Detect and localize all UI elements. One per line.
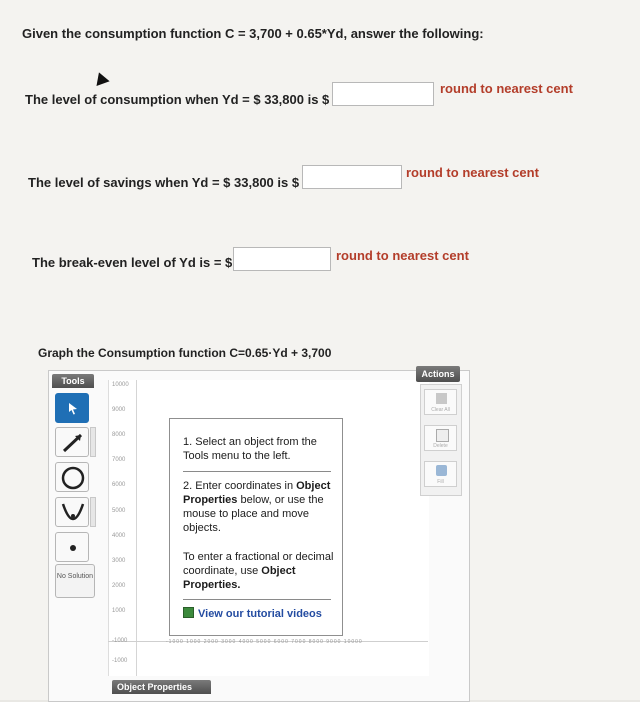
y-tick-label: 9000 — [112, 407, 126, 413]
clear-all-button[interactable] — [424, 389, 457, 415]
circle-tool-button[interactable] — [55, 462, 89, 492]
line-tool-expander[interactable] — [90, 427, 96, 457]
consumption-answer-input[interactable] — [332, 82, 434, 106]
instructions-panel — [169, 418, 343, 636]
graph-prompt: Graph the Consumption function C=0.65·Yd + 3,700 — [38, 346, 332, 360]
y-tick-label: 8000 — [112, 432, 126, 438]
step3-object-properties: Object Properties. — [183, 565, 296, 591]
instruction-step-1: 1. Select an object from the Tools menu to the left. — [183, 436, 317, 462]
savings-answer-input[interactable] — [302, 165, 402, 189]
x-tick-labels: -1000 1000 2000 3000 4000 5000 6000 7000 8000 9000 10000 — [166, 639, 363, 645]
instruction-step-3 — [183, 550, 335, 592]
tutorial-videos-link[interactable] — [183, 607, 322, 620]
tools-header: Tools — [52, 374, 94, 388]
y-tick-label: 7000 — [112, 457, 126, 463]
y-tick-label: 3000 — [112, 558, 126, 564]
question-title: Given the consumption function C = 3,700 + 0.65*Yd, answer the following: — [22, 26, 484, 41]
paint-bucket-icon — [436, 465, 447, 476]
actions-panel — [420, 384, 462, 496]
fill-label: Fill — [437, 479, 444, 485]
clear-all-icon — [436, 393, 447, 404]
parabola-tool-expander[interactable] — [90, 497, 96, 527]
savings-rounding-hint: round to nearest cent — [406, 165, 539, 180]
delete-label: Delete — [433, 443, 448, 449]
trash-icon — [436, 429, 449, 442]
step2-text-end: below, or use the mouse to place and move objects. — [183, 494, 324, 534]
savings-question-label: The level of savings when Yd = $ 33,800 is $ — [28, 175, 300, 190]
y-tick-label: -1000 — [112, 658, 128, 664]
divider — [183, 471, 331, 472]
step3-text: To enter a fractional or decimal coordinate, use — [183, 551, 334, 577]
no-solution-button[interactable]: No Solution — [55, 564, 95, 598]
point-tool-button[interactable] — [55, 532, 89, 562]
consumption-question-label: The level of consumption when Yd = $ 33,800 is $ — [25, 92, 330, 107]
tutorial-link-label: View our tutorial videos — [198, 608, 322, 620]
parabola-tool-icon — [56, 498, 90, 528]
step2-object-properties: Object Properties — [183, 480, 331, 506]
line-tool-button[interactable] — [55, 427, 89, 457]
y-tick-label: 5000 — [112, 508, 126, 514]
y-tick-label: -1000 — [112, 638, 128, 644]
delete-button[interactable] — [424, 425, 457, 451]
y-tick-label: 1000 — [112, 608, 126, 614]
consumption-rounding-hint: round to nearest cent — [440, 81, 573, 96]
object-properties-header[interactable]: Object Properties — [112, 680, 211, 694]
point-tool-icon — [56, 533, 90, 563]
breakeven-answer-input[interactable] — [233, 247, 331, 271]
actions-header: Actions — [416, 366, 460, 382]
mouse-pointer-icon — [92, 70, 109, 86]
video-icon — [183, 607, 194, 618]
clear-all-label: Clear All — [431, 407, 450, 413]
y-tick-label: 2000 — [112, 583, 126, 589]
circle-tool-icon — [56, 463, 90, 493]
line-tool-icon — [56, 428, 90, 458]
breakeven-question-label: The break-even level of Yd is = $ — [32, 255, 233, 270]
y-axis — [136, 380, 137, 676]
y-tick-label: 6000 — [112, 482, 126, 488]
breakeven-rounding-hint: round to nearest cent — [336, 248, 469, 263]
divider — [183, 599, 331, 600]
parabola-tool-button[interactable] — [55, 497, 89, 527]
instruction-step-2 — [183, 479, 335, 535]
select-tool-button[interactable] — [55, 393, 89, 423]
arrow-select-icon — [56, 394, 90, 424]
fill-button[interactable] — [424, 461, 457, 487]
y-tick-label: 4000 — [112, 533, 126, 539]
y-tick-label: 10000 — [112, 382, 129, 388]
step2-text: 2. Enter coordinates in — [183, 480, 297, 492]
